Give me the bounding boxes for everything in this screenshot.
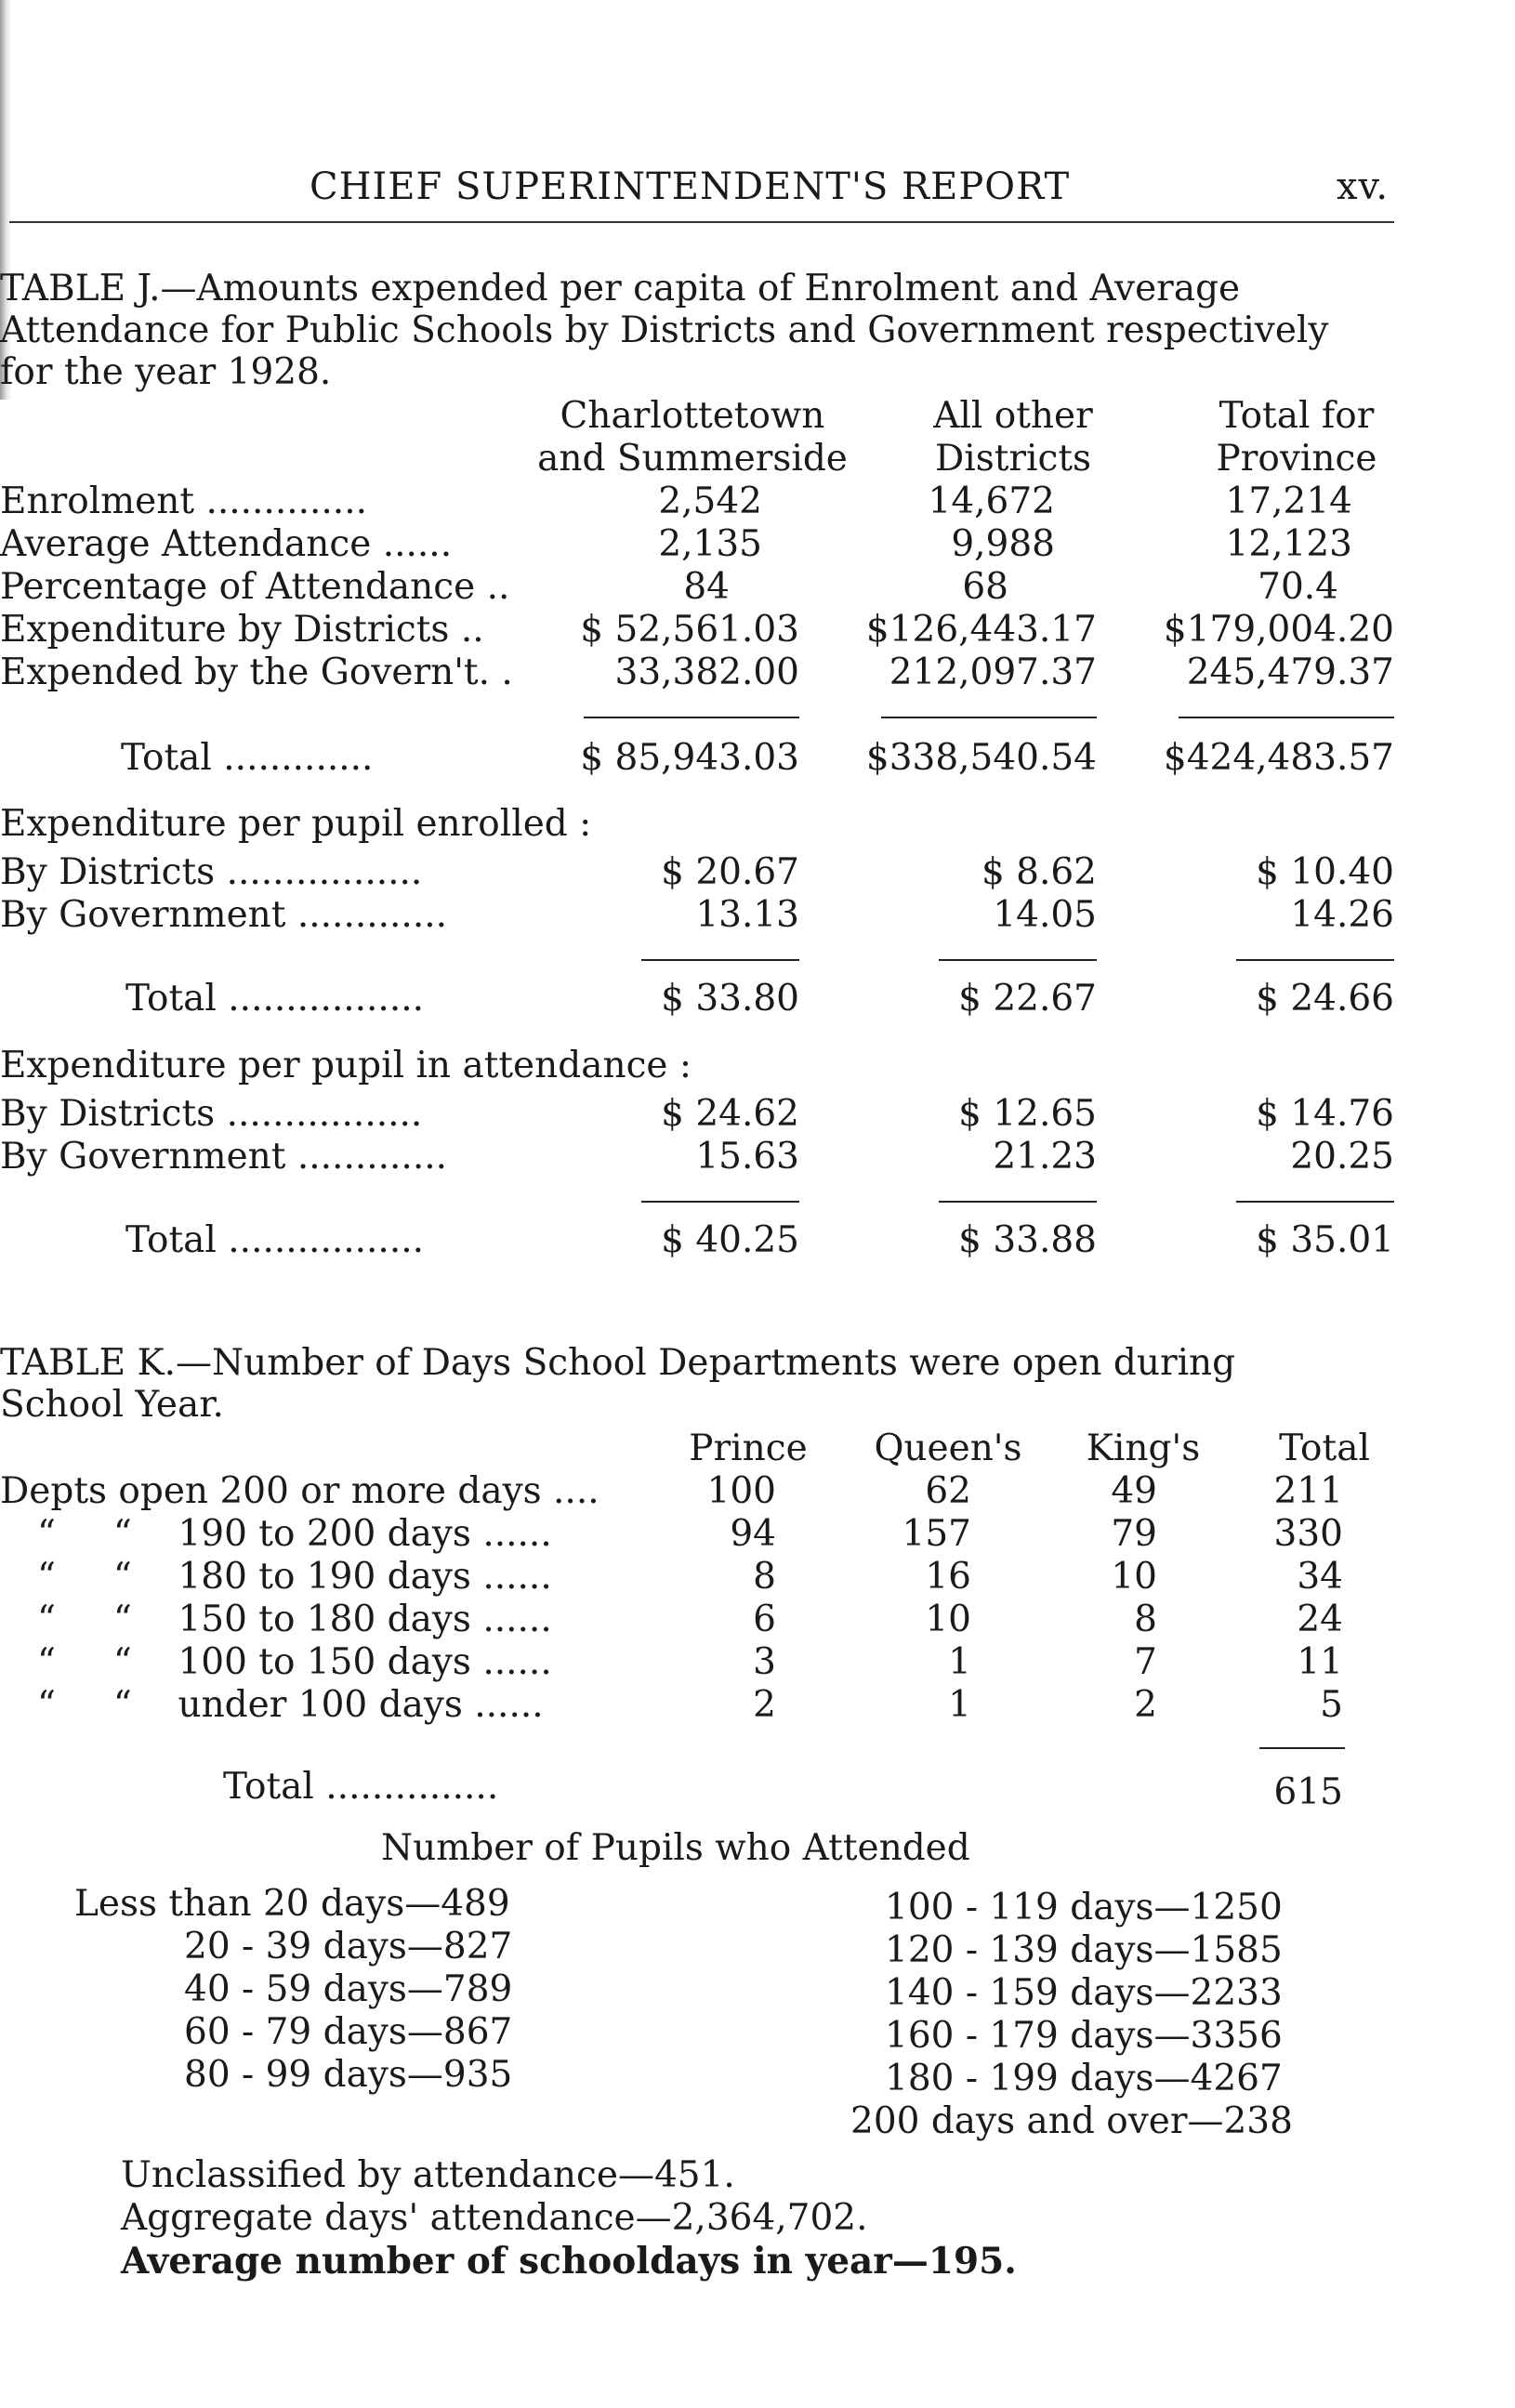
- cell: 12,123: [1225, 523, 1352, 565]
- table-j-col-header: Charlottetown and Summerside: [537, 395, 848, 480]
- table-j-caption-line: for the year 1928.: [0, 351, 332, 393]
- pupils-left-item: 60 - 79 days—867: [184, 2011, 513, 2053]
- cell: $ 33.80: [661, 978, 799, 1020]
- cell: 1: [948, 1641, 971, 1683]
- cell: 62: [925, 1470, 971, 1512]
- cell: 157: [902, 1513, 971, 1555]
- row-label: By Districts .................: [0, 851, 423, 893]
- cell: 94: [730, 1513, 776, 1555]
- table-k-col-header: Prince: [689, 1428, 808, 1469]
- row-label: Depts open 200 or more days ....: [0, 1470, 599, 1512]
- row-label: Total .................: [125, 978, 425, 1020]
- row-label: “ “ 100 to 150 days ......: [37, 1641, 552, 1683]
- cell: $ 24.62: [661, 1093, 799, 1135]
- cell: 10: [1111, 1556, 1157, 1598]
- cell: 9,988: [951, 523, 1055, 565]
- cell: 70.4: [1258, 566, 1338, 608]
- cell: 8: [753, 1556, 776, 1598]
- cell: $ 14.76: [1256, 1093, 1394, 1135]
- row-label: Total .............: [121, 737, 374, 779]
- cell: $ 8.62: [981, 851, 1097, 893]
- cell: 8: [1134, 1599, 1157, 1640]
- pupils-right-item: 180 - 199 days—4267: [885, 2058, 1283, 2099]
- running-header-title: CHIEF SUPERINTENDENT'S REPORT: [310, 165, 1071, 208]
- sum-rule: [881, 717, 1097, 718]
- cell: 16: [925, 1556, 971, 1598]
- cell: 84: [683, 566, 730, 608]
- row-label: By Districts .................: [0, 1093, 423, 1135]
- cell: 17,214: [1225, 480, 1352, 522]
- pupils-heading: Number of Pupils who Attended: [381, 1827, 970, 1869]
- cell: $ 33.88: [958, 1219, 1097, 1261]
- cell: $ 22.67: [958, 978, 1097, 1020]
- pupils-left-item: 20 - 39 days—827: [184, 1926, 513, 1967]
- cell: 212,097.37: [889, 651, 1097, 693]
- sum-rule: [641, 959, 799, 961]
- cell: 49: [1111, 1470, 1157, 1512]
- cell: $ 20.67: [661, 851, 799, 893]
- cell: 1: [948, 1684, 971, 1726]
- cell: 6: [753, 1599, 776, 1640]
- row-label: Expenditure by Districts ..: [0, 609, 484, 651]
- cell: 2,542: [658, 480, 762, 522]
- cell: $338,540.54: [865, 737, 1097, 779]
- sum-rule: [641, 1201, 799, 1203]
- sum-rule: [939, 1201, 1097, 1203]
- row-label: “ “ under 100 days ......: [37, 1684, 544, 1726]
- pupils-left-item: 80 - 99 days—935: [184, 2054, 513, 2096]
- table-k-col-header: Total: [1279, 1428, 1370, 1469]
- cell: $ 40.25: [661, 1219, 799, 1261]
- table-k-caption-line: TABLE K.—Number of Days School Departments were open during: [0, 1342, 1236, 1384]
- pupils-note: Aggregate days' attendance—2,364,702.: [121, 2197, 868, 2239]
- cell: 68: [962, 566, 1008, 608]
- sum-rule: [1236, 1201, 1394, 1203]
- row-label: “ “ 180 to 190 days ......: [37, 1556, 552, 1598]
- cell: $179,004.20: [1163, 609, 1394, 651]
- cell: 14,672: [928, 480, 1055, 522]
- cell: 2: [1134, 1684, 1157, 1726]
- cell: 211: [1273, 1470, 1343, 1512]
- pupils-right-item: 200 days and over—238: [850, 2100, 1293, 2142]
- table-k-col-header: King's: [1086, 1428, 1201, 1469]
- cell: 245,479.37: [1186, 651, 1394, 693]
- row-label: Expended by the Govern't. .: [0, 651, 513, 693]
- row-label: Total ...............: [223, 1766, 499, 1808]
- row-label: Total .................: [125, 1219, 425, 1261]
- cell: 13.13: [695, 894, 799, 936]
- pupils-left-item: 40 - 59 days—789: [184, 1968, 513, 2010]
- table-j-col-header: All other Districts: [933, 395, 1093, 480]
- row-label: By Government .............: [0, 894, 448, 936]
- row-label: By Government .............: [0, 1136, 448, 1178]
- pupils-left-item: Less than 20 days—489: [74, 1883, 510, 1925]
- section-heading: Expenditure per pupil enrolled :: [0, 803, 592, 845]
- sum-rule: [939, 959, 1097, 961]
- pupils-right-item: 160 - 179 days—3356: [885, 2015, 1283, 2057]
- pupils-right-item: 100 - 119 days—1250: [885, 1887, 1283, 1928]
- table-k-caption-line: School Year.: [0, 1384, 224, 1426]
- sum-rule: [584, 717, 799, 718]
- table-k-col-header: Queen's: [874, 1428, 1022, 1469]
- table-j-col-header: Total for Province: [1216, 395, 1377, 480]
- sum-rule: [1259, 1747, 1345, 1749]
- cell: 100: [706, 1470, 776, 1512]
- cell: 2,135: [658, 523, 762, 565]
- cell: 615: [1273, 1771, 1343, 1813]
- cell: 7: [1134, 1641, 1157, 1683]
- cell: 14.05: [993, 894, 1097, 936]
- cell: $ 52,561.03: [580, 609, 799, 651]
- cell: 10: [925, 1599, 971, 1640]
- row-label: “ “ 150 to 180 days ......: [37, 1599, 552, 1640]
- row-label: Enrolment ..............: [0, 480, 368, 522]
- pupils-note: Unclassified by attendance—451.: [121, 2154, 735, 2196]
- cell: 11: [1297, 1641, 1343, 1683]
- cell: 3: [753, 1641, 776, 1683]
- cell: $126,443.17: [865, 609, 1097, 651]
- pupils-right-item: 140 - 159 days—2233: [885, 1972, 1283, 2014]
- table-j-caption-line: Attendance for Public Schools by Districts and Government respectively: [0, 309, 1329, 351]
- cell: $ 10.40: [1256, 851, 1394, 893]
- cell: $ 12.65: [958, 1093, 1097, 1135]
- sum-rule: [1179, 717, 1394, 718]
- cell: 330: [1273, 1513, 1343, 1555]
- cell: $ 35.01: [1256, 1219, 1394, 1261]
- cell: 20.25: [1290, 1136, 1394, 1178]
- pupils-note: Average number of schooldays in year—195.: [121, 2240, 1017, 2283]
- cell: 24: [1297, 1599, 1343, 1640]
- page-number: xv.: [1337, 165, 1390, 208]
- header-rule: [9, 221, 1394, 223]
- table-j-caption-line: TABLE J.—Amounts expended per capita of Enrolment and Average: [0, 268, 1241, 309]
- cell: $ 24.66: [1256, 978, 1394, 1020]
- cell: $424,483.57: [1163, 737, 1394, 779]
- cell: 14.26: [1290, 894, 1394, 936]
- cell: 21.23: [993, 1136, 1097, 1178]
- section-heading: Expenditure per pupil in attendance :: [0, 1045, 692, 1086]
- sum-rule: [1236, 959, 1394, 961]
- cell: 5: [1320, 1684, 1343, 1726]
- cell: 2: [753, 1684, 776, 1726]
- cell: $ 85,943.03: [580, 737, 799, 779]
- cell: 33,382.00: [614, 651, 799, 693]
- row-label: “ “ 190 to 200 days ......: [37, 1513, 552, 1555]
- cell: 15.63: [695, 1136, 799, 1178]
- cell: 79: [1111, 1513, 1157, 1555]
- row-label: Average Attendance ......: [0, 523, 453, 565]
- pupils-right-item: 120 - 139 days—1585: [885, 1929, 1283, 1971]
- row-label: Percentage of Attendance ..: [0, 566, 510, 608]
- cell: 34: [1297, 1556, 1343, 1598]
